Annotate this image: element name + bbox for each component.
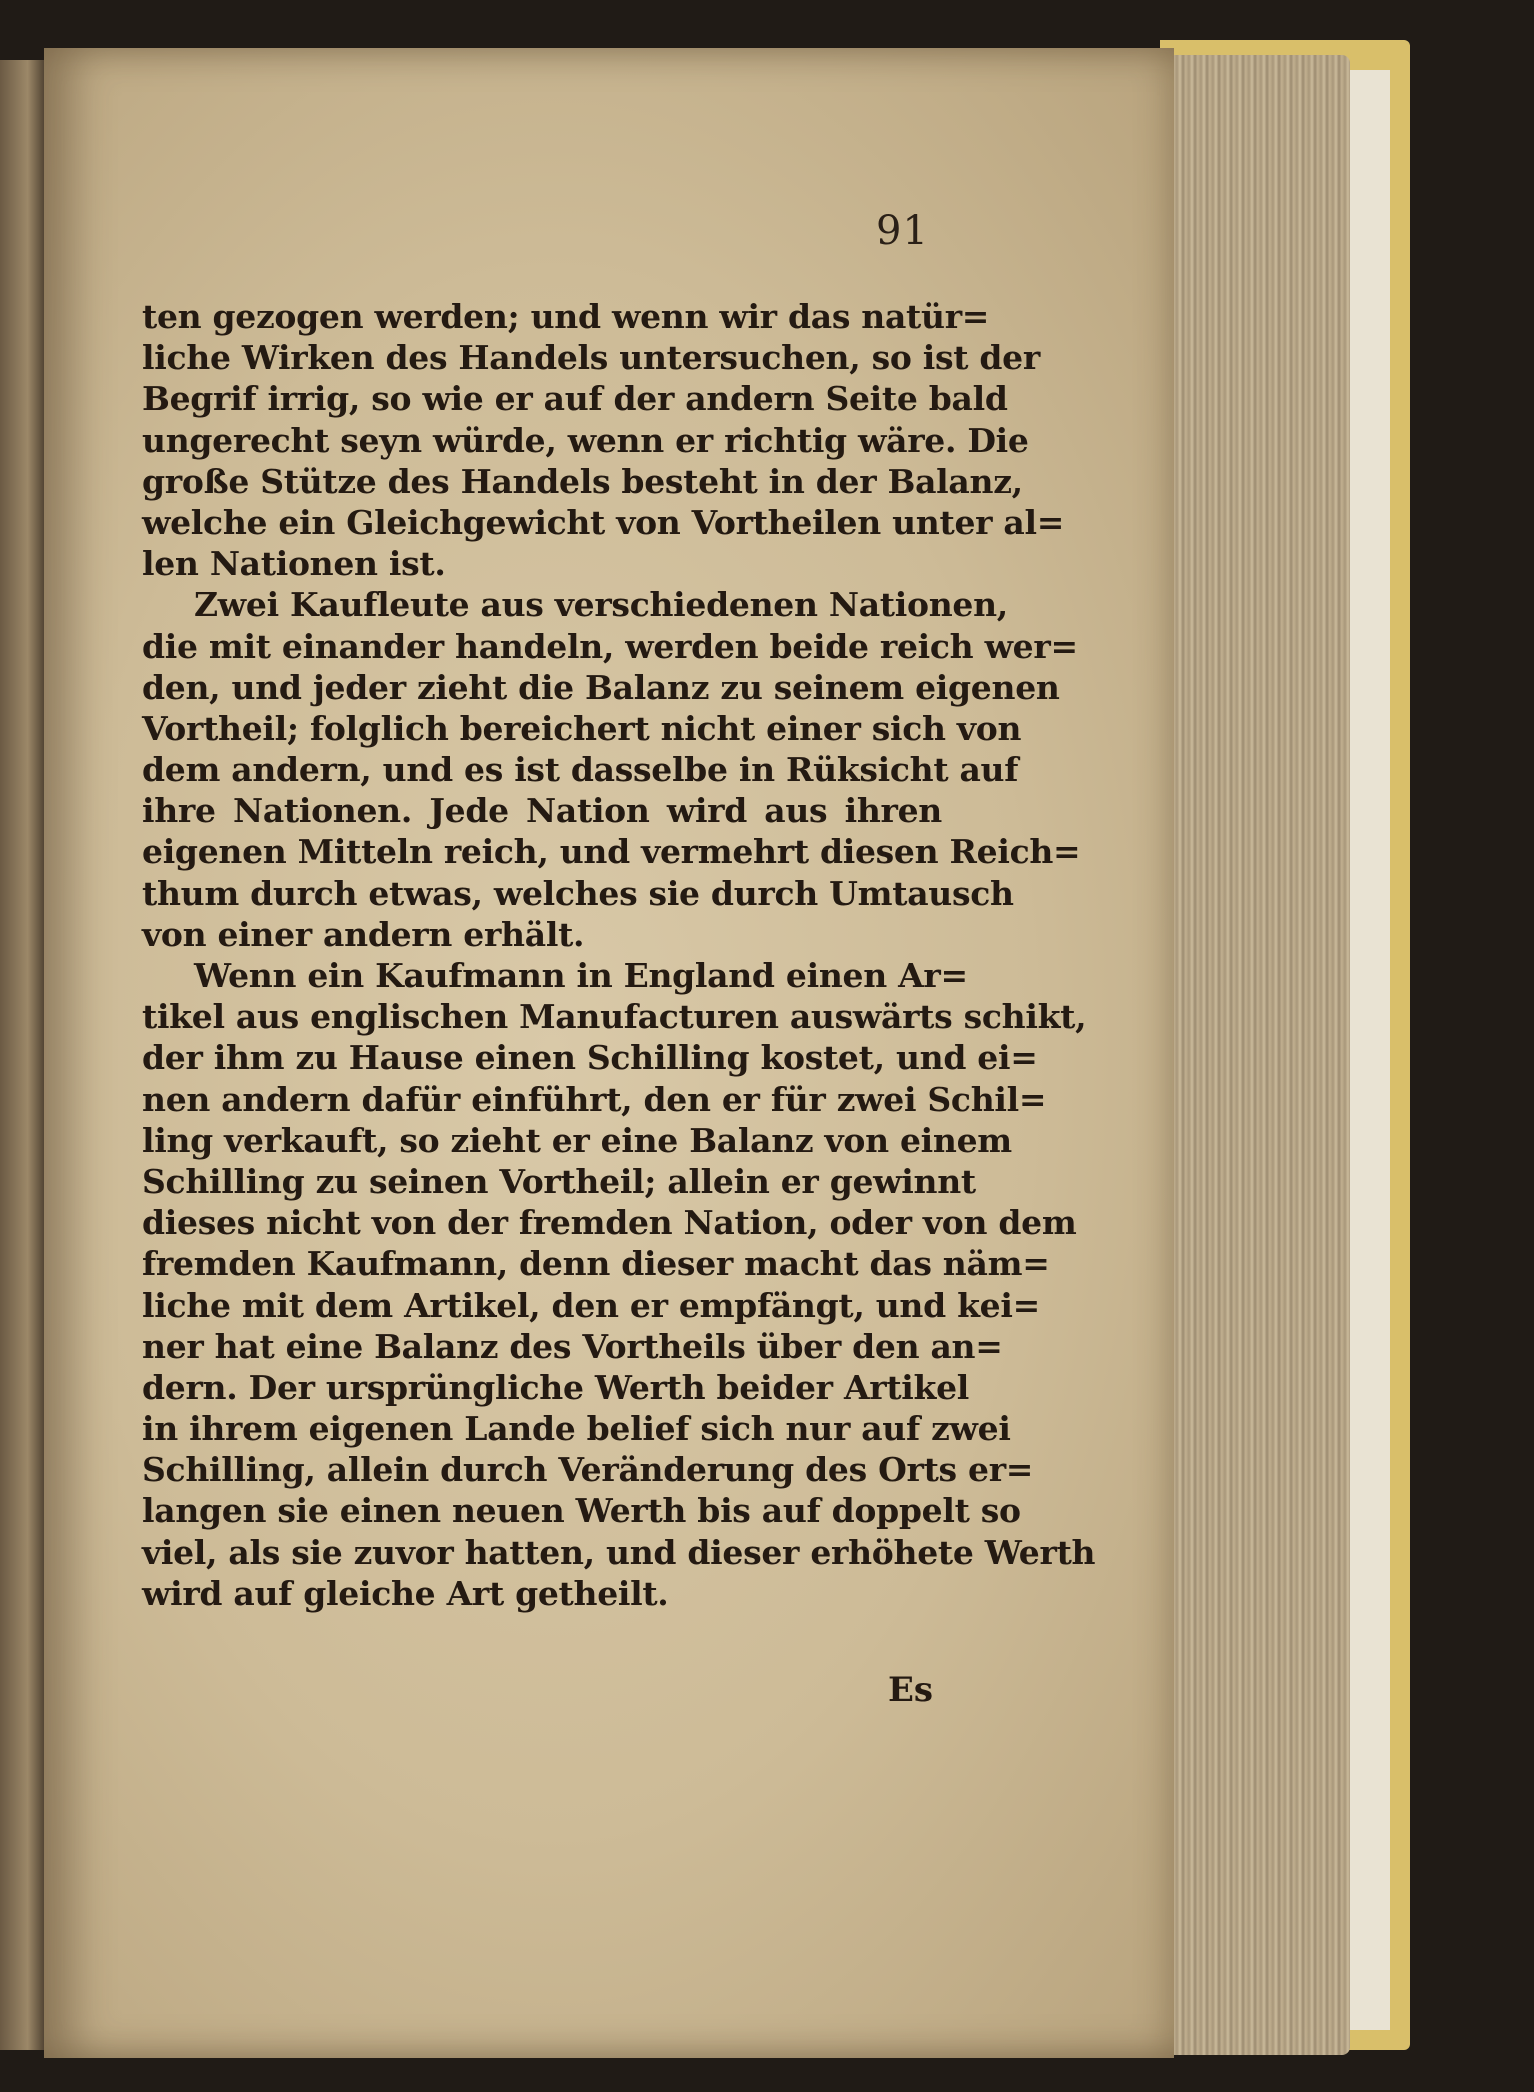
text-line: wird auf gleiche Art getheilt. xyxy=(142,1573,669,1613)
text-line: Schilling, allein durch Veränderung des Orts er= xyxy=(142,1450,1034,1490)
text-line: Schilling zu seinen Vortheil; allein er gewinnt xyxy=(142,1161,976,1201)
text-line: fremden Kaufmann, denn dieser macht das näm= xyxy=(142,1244,1050,1284)
text-line: thum durch etwas, welches sie durch Umtausch xyxy=(142,873,1014,913)
text-line: Vortheil; folglich bereichert nicht einer sich von xyxy=(142,708,1022,748)
text-line: ner hat eine Balanz des Vortheils über den an= xyxy=(142,1326,1003,1366)
page-number: 91 xyxy=(876,208,929,254)
left-page-edge xyxy=(0,60,46,2050)
text-line: dern. Der ursprüngliche Werth beider Artikel xyxy=(142,1367,970,1407)
page-edges xyxy=(1150,55,1350,2055)
text-line: nen andern dafür einführt, den er für zwei Schil= xyxy=(142,1079,1047,1119)
text-line: die mit einander handeln, werden beide reich wer= xyxy=(142,626,1078,666)
text-line: in ihrem eigenen Lande belief sich nur auf zwei xyxy=(142,1409,1011,1449)
text-line: ten gezogen werden; und wenn wir das natür= xyxy=(142,297,990,336)
text-line: dieses nicht von der fremden Nation, oder von dem xyxy=(142,1203,1077,1243)
text-line: Wenn ein Kaufmann in England einen Ar= xyxy=(194,956,968,995)
text-line: ihre Nationen. Jede Nation wird aus ihren xyxy=(142,791,942,831)
text-line: eigenen Mitteln reich, und vermehrt diesen Reich= xyxy=(142,832,1081,872)
text-line: Zwei Kaufleute aus verschiedenen Nationen, xyxy=(194,585,1008,625)
text-line: Begrif irrig, so wie er auf der andern Seite bald xyxy=(142,379,1008,419)
text-line: dem andern, und es ist dasselbe in Rüksicht auf xyxy=(142,750,1019,790)
text-line: len Nationen ist. xyxy=(142,544,446,584)
text-line: liche Wirken des Handels untersuchen, so ist der xyxy=(142,338,1040,378)
text-line: der ihm zu Hause einen Schilling kostet, und ei= xyxy=(142,1038,1038,1078)
catchword: Es xyxy=(888,1670,934,1710)
body-text xyxy=(142,296,1096,1614)
text-line: tikel aus englischen Manufacturen auswärts schikt, xyxy=(142,997,1087,1037)
text-line: viel, als sie zuvor hatten, und dieser erhöhete Werth xyxy=(142,1532,1096,1572)
text-line: langen sie einen neuen Werth bis auf doppelt so xyxy=(142,1491,1021,1531)
text-line: ungerecht seyn würde, wenn er richtig wäre. Die xyxy=(142,420,1029,460)
text-line: ling verkauft, so zieht er eine Balanz von einem xyxy=(142,1120,1012,1160)
text-line: von einer andern erhält. xyxy=(142,914,585,954)
text-line: große Stütze des Handels besteht in der Balanz, xyxy=(142,461,1023,501)
text-line: welche ein Gleichgewicht von Vortheilen unter al= xyxy=(142,502,1065,542)
text-line: liche mit dem Artikel, den er empfängt, und kei= xyxy=(142,1285,1040,1325)
text-line: den, und jeder zieht die Balanz zu seinem eigenen xyxy=(142,667,1060,707)
